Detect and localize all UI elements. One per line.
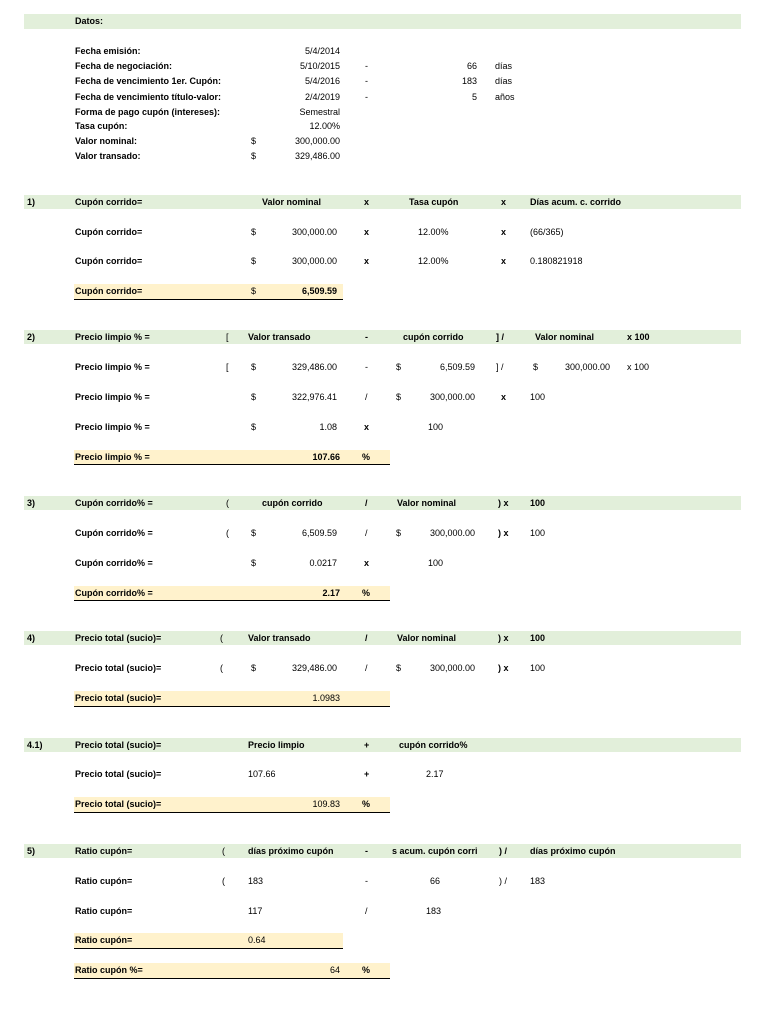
- row-label: Precio limpio % =: [75, 392, 150, 402]
- row-label: Cupón corrido=: [75, 227, 143, 237]
- datos-dash: -: [365, 92, 368, 102]
- value-b: 12.00%: [418, 256, 449, 266]
- section-4-1-header-b: cupón corrido%: [399, 740, 468, 750]
- section-3-header-open: (: [226, 498, 229, 508]
- close-paren: ) x: [498, 663, 509, 673]
- section-4-1-result-value: 109.83: [312, 799, 340, 809]
- section-2-result-underline: [74, 464, 390, 465]
- operator: /: [365, 906, 368, 916]
- row-label: Precio limpio % =: [75, 362, 150, 372]
- open-paren: (: [226, 528, 229, 538]
- section-4-1-header-label: Precio total (sucio)=: [75, 740, 162, 750]
- section-5-result-pct-underline: [74, 978, 390, 979]
- open-bracket: [: [226, 362, 229, 372]
- value-a: 329,486.00: [291, 663, 337, 673]
- section-1-header-b: Tasa cupón: [409, 197, 459, 207]
- section-4-number: 4): [27, 633, 36, 643]
- section-4-1-header-op1: +: [364, 740, 370, 750]
- section-5-header-a: días próximo cupón: [248, 846, 334, 856]
- datos-header-band: [24, 14, 741, 29]
- operator: x: [364, 422, 370, 432]
- value-a: 300,000.00: [291, 227, 337, 237]
- currency-symbol: $: [251, 392, 257, 402]
- section-1-result-value: 6,509.59: [301, 286, 337, 296]
- section-5-header-c: días próximo cupón: [530, 846, 616, 856]
- value-c: 183: [530, 876, 546, 886]
- datos-label: Fecha emisión:: [75, 46, 141, 56]
- section-5-header-close: ) /: [499, 846, 507, 856]
- value-a: 329,486.00: [291, 362, 337, 372]
- operator: x: [364, 558, 370, 568]
- operator: /: [365, 528, 368, 538]
- currency-symbol: $: [251, 256, 257, 266]
- value-b: 300,000.00: [429, 663, 475, 673]
- operator: x: [501, 392, 507, 402]
- section-4-result-underline: [74, 706, 390, 707]
- value-b: 300,000.00: [429, 528, 475, 538]
- value-a: 300,000.00: [291, 256, 337, 266]
- row-label: Cupón corrido% =: [75, 528, 153, 538]
- value-a: 0.0217: [309, 558, 337, 568]
- currency-symbol: $: [396, 663, 402, 673]
- datos-label: Fecha de vencimiento 1er. Cupón:: [75, 76, 222, 86]
- section-5-result-pct-value: 64: [329, 965, 340, 975]
- section-1-header-c: Días acum. c. corrido: [530, 197, 622, 207]
- value-b: 2.17: [426, 769, 444, 779]
- section-2-header-op1: -: [365, 332, 368, 342]
- currency-symbol: $: [396, 392, 402, 402]
- value-b: 100: [428, 422, 444, 432]
- value-b: 183: [426, 906, 442, 916]
- section-4-1-number: 4.1): [27, 740, 43, 750]
- datos-unit: días: [495, 76, 513, 86]
- section-5-result-value: 0.64: [248, 935, 266, 945]
- open-paren: (: [220, 663, 223, 673]
- section-2-header-mult: x 100: [627, 332, 650, 342]
- section-3-header-close: ) x: [498, 498, 509, 508]
- section-3-header-op1: /: [365, 498, 368, 508]
- datos-value: 2/4/2019: [304, 92, 340, 102]
- section-5-header-label: Ratio cupón=: [75, 846, 133, 856]
- value-c: 100: [530, 528, 546, 538]
- section-2-result-value: 107.66: [312, 452, 340, 462]
- section-4-header-b: Valor nominal: [397, 633, 457, 643]
- section-3-number: 3): [27, 498, 36, 508]
- section-1-header-label: Cupón corrido=: [75, 197, 143, 207]
- currency-symbol: $: [251, 362, 257, 372]
- value-b: 300,000.00: [429, 392, 475, 402]
- section-2-header-a: Valor transado: [248, 332, 311, 342]
- section-4-header-open: (: [220, 633, 223, 643]
- section-4-result-value: 1.0983: [312, 693, 340, 703]
- section-2-result-label: Precio limpio % =: [75, 452, 150, 462]
- operator: x: [364, 256, 370, 266]
- row-label: Precio total (sucio)=: [75, 769, 162, 779]
- row-label: Precio limpio % =: [75, 422, 150, 432]
- datos-unit: días: [495, 61, 513, 71]
- value-a: 183: [248, 876, 264, 886]
- row-label: Cupón corrido=: [75, 256, 143, 266]
- value-c: (66/365): [530, 227, 564, 237]
- datos-label: Valor nominal:: [75, 136, 138, 146]
- value-b: 12.00%: [418, 227, 449, 237]
- datos-value: 5/4/2016: [304, 76, 340, 86]
- section-1-result-underline: [74, 299, 343, 300]
- value-c: 0.180821918: [530, 256, 583, 266]
- datos-label: Fecha de negociación:: [75, 61, 173, 71]
- section-4-1-result-label: Precio total (sucio)=: [75, 799, 162, 809]
- open-paren: (: [222, 876, 225, 886]
- operator: x: [364, 227, 370, 237]
- section-4-header-a: Valor transado: [248, 633, 311, 643]
- section-5-header-open: (: [222, 846, 225, 856]
- section-1-header-a: Valor nominal: [262, 197, 322, 207]
- section-3-result-underline: [74, 600, 390, 601]
- datos-unit: años: [495, 92, 515, 102]
- datos-label: Fecha de vencimiento título-valor:: [75, 92, 222, 102]
- currency-symbol: $: [251, 227, 257, 237]
- value-a: 6,509.59: [301, 528, 337, 538]
- section-4-1-result-unit: %: [362, 799, 371, 809]
- section-1-result-label: Cupón corrido=: [75, 286, 143, 296]
- operator: /: [365, 663, 368, 673]
- section-3-result-unit: %: [362, 588, 371, 598]
- value-b: 6,509.59: [439, 362, 475, 372]
- datos-label: Valor transado:: [75, 151, 141, 161]
- section-4-1-header-a: Precio limpio: [248, 740, 305, 750]
- section-3-header-c: 100: [530, 498, 546, 508]
- section-5-result-label: Ratio cupón=: [75, 935, 133, 945]
- operator: -: [365, 362, 368, 372]
- currency-symbol: $: [396, 362, 402, 372]
- row-label: Cupón corrido% =: [75, 558, 153, 568]
- section-5-result-pct-unit: %: [362, 965, 371, 975]
- section-5-result-underline: [74, 948, 343, 949]
- close-paren: ) /: [499, 876, 507, 886]
- datos-dash: -: [365, 76, 368, 86]
- row-label: Ratio cupón=: [75, 906, 133, 916]
- datos-number: 5: [471, 92, 477, 102]
- value-c: 100: [530, 663, 546, 673]
- operator: -: [365, 876, 368, 886]
- section-1-number: 1): [27, 197, 36, 207]
- section-2-result-unit: %: [362, 452, 371, 462]
- value-a: 117: [248, 906, 263, 916]
- section-4-1-result-underline: [74, 812, 390, 813]
- section-3-header-a: cupón corrido: [262, 498, 323, 508]
- datos-value: 12.00%: [309, 121, 340, 131]
- section-3-result-value: 2.17: [322, 588, 340, 598]
- datos-number: 183: [461, 76, 477, 86]
- operator: x: [501, 227, 507, 237]
- section-2-header-label: Precio limpio % =: [75, 332, 150, 342]
- value-a: 322,976.41: [291, 392, 337, 402]
- close-paren: ) x: [498, 528, 509, 538]
- datos-currency: $: [251, 151, 257, 161]
- section-4-header-op1: /: [365, 633, 368, 643]
- operator: +: [364, 769, 370, 779]
- section-2-number: 2): [27, 332, 36, 342]
- currency-symbol: $: [251, 422, 257, 432]
- section-3-header-b: Valor nominal: [397, 498, 457, 508]
- operator: x: [501, 256, 507, 266]
- currency-symbol: $: [251, 528, 257, 538]
- currency-symbol: $: [251, 663, 257, 673]
- section-2-header-close: ] /: [496, 332, 504, 342]
- value-a: 1.08: [319, 422, 337, 432]
- datos-value: Semestral: [299, 107, 340, 117]
- datos-label: Tasa cupón:: [75, 121, 128, 131]
- datos-dash: -: [365, 61, 368, 71]
- currency-symbol: $: [251, 558, 257, 568]
- multiplier: x 100: [627, 362, 650, 372]
- section-2-header-b: cupón corrido: [403, 332, 464, 342]
- section-2-header-c: Valor nominal: [535, 332, 595, 342]
- datos-value: 329,486.00: [294, 151, 340, 161]
- section-1-header-op1: x: [364, 197, 370, 207]
- section-3-header-label: Cupón corrido% =: [75, 498, 153, 508]
- value-c: 300,000.00: [564, 362, 610, 372]
- section-1-header-op2: x: [501, 197, 507, 207]
- datos-value: 300,000.00: [294, 136, 340, 146]
- close-bracket: ] /: [496, 362, 504, 372]
- section-4-result-label: Precio total (sucio)=: [75, 693, 162, 703]
- value-c: 100: [530, 392, 546, 402]
- section-5-number: 5): [27, 846, 36, 856]
- section-1-result-currency: $: [251, 286, 257, 296]
- section-5-result-pct-label: Ratio cupón %=: [75, 965, 143, 975]
- value-a: 107.66: [248, 769, 276, 779]
- row-label: Ratio cupón=: [75, 876, 133, 886]
- section-4-header-label: Precio total (sucio)=: [75, 633, 162, 643]
- section-4-header-close: ) x: [498, 633, 509, 643]
- datos-value: 5/4/2014: [304, 46, 340, 56]
- section-3-result-label: Cupón corrido% =: [75, 588, 153, 598]
- section-2-header-open: [: [226, 332, 229, 342]
- currency-symbol: $: [396, 528, 402, 538]
- operator: /: [365, 392, 368, 402]
- datos-number: 66: [466, 61, 477, 71]
- section-5-header-op1: -: [365, 846, 368, 856]
- value-b: 66: [430, 876, 441, 886]
- section-5-header-b: s acum. cupón corri: [392, 846, 478, 856]
- row-label: Precio total (sucio)=: [75, 663, 162, 673]
- datos-label: Forma de pago cupón (intereses):: [75, 107, 221, 117]
- currency-symbol: $: [533, 362, 539, 372]
- value-b: 100: [428, 558, 444, 568]
- datos-title: Datos:: [75, 16, 104, 26]
- section-4-header-c: 100: [530, 633, 546, 643]
- datos-value: 5/10/2015: [299, 61, 340, 71]
- datos-currency: $: [251, 136, 257, 146]
